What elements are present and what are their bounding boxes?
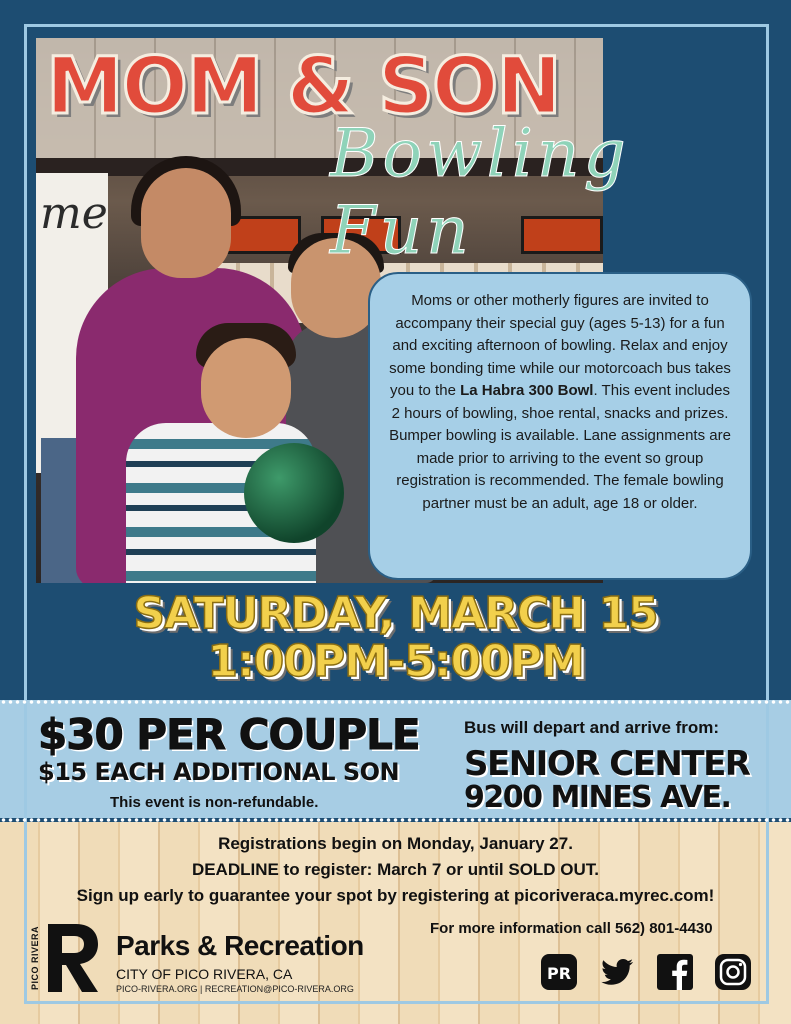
logo-vertical-text: PICO RIVERA — [30, 925, 40, 990]
twitter-icon[interactable] — [598, 953, 636, 991]
department-name: Parks & Recreation — [116, 930, 364, 961]
title-main: MOM & SON — [46, 42, 560, 132]
venue-name: La Habra 300 Bowl — [460, 382, 594, 399]
mom-face — [141, 168, 231, 278]
myrec-icon[interactable] — [540, 953, 578, 991]
registration-link: Sign up early to guarantee your spot by registering at picoriveraca.myrec.com! — [76, 886, 715, 905]
price-additional: $15 EACH ADDITIONAL SON — [38, 758, 400, 786]
city-name: CITY OF PICO RIVERA, CA — [116, 966, 293, 982]
description-text: Moms or other motherly figures are invited to accompany their special guy (ages 5-13) for a fun and exciting afternoon of bowling. Relax and enjoy some bonding time while our motorcoach bus takes you to the La Habra 300 Bowl. This event includes 2 hours of bowling, shoe rental, snacks and prizes. Bumper bowling is available. Lane assignments are made prior to arriving to the event so group registration is recommended. The female bowling partner must be an adult, age 18 or older. — [389, 292, 731, 512]
background-sign-text: me — [40, 188, 108, 239]
facebook-icon[interactable] — [656, 953, 694, 991]
contact-web: PICO-RIVERA.ORG | RECREATION@PICO-RIVERA.ORG — [116, 984, 354, 994]
svg-text:PR: PR — [546, 964, 572, 983]
description-bubble — [368, 272, 752, 580]
dotted-divider — [0, 700, 791, 704]
price-main: $30 PER COUPLE — [38, 710, 420, 759]
younger-son-face — [201, 338, 291, 438]
registration-start: Registrations begin on Monday, January 27. — [218, 834, 573, 853]
parks-logo-icon — [46, 922, 100, 994]
departure-address: 9200 MINES AVE. — [464, 780, 731, 815]
instagram-icon[interactable] — [714, 953, 752, 991]
bus-label: Bus will depart and arrive from: — [464, 718, 720, 737]
refund-note: This event is non-refundable. — [110, 794, 319, 811]
registration-deadline: DEADLINE to register: March 7 or until SOLD OUT. — [191, 860, 600, 879]
departure-venue: SENIOR CENTER — [464, 744, 750, 784]
event-time: 1:00PM-5:00PM — [207, 636, 584, 687]
title-script: Bowling Fun — [330, 115, 630, 269]
info-phone[interactable]: For more information call 562) 801-4430 — [430, 920, 713, 937]
dotted-divider — [0, 818, 791, 822]
bowling-ball — [244, 443, 344, 543]
event-date: SATURDAY, MARCH 15 — [133, 588, 658, 639]
